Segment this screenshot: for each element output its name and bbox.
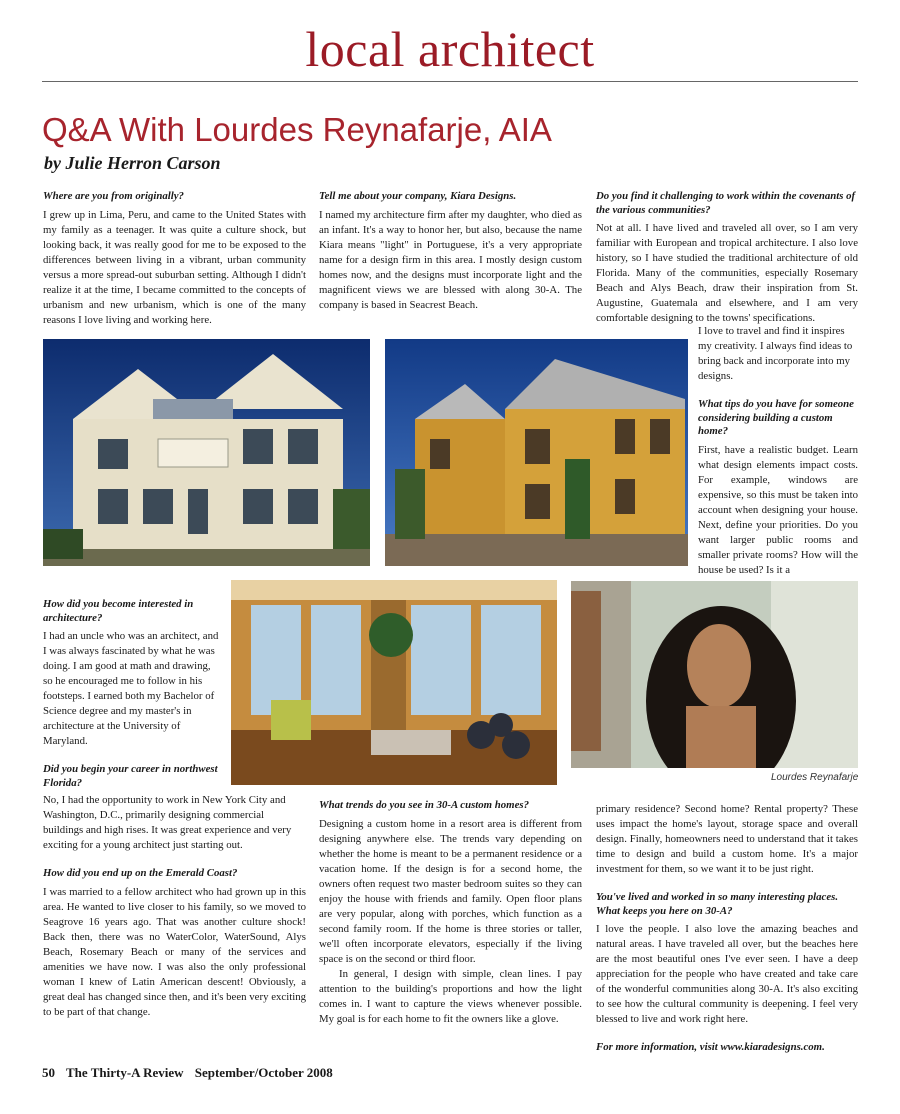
answer: I grew up in Lima, Peru, and came to the United States with my family as a teenager. It was quite a culture shock, but looking back, it was really good for me to be exposed to the differences between living in a vibrant, urban community versus a more spread-out suburban setting. Although I didn't realize it at the time, I became committed to the concepts of urbanism and new urbanism, which is one of the many reasons I love living and working here. bbox=[43, 208, 306, 326]
column-2-top bbox=[319, 190, 582, 327]
publication-name: The Thirty-A Review bbox=[66, 1065, 184, 1080]
question: You've lived and worked in so many interesting places. What keeps you here on 30-A? bbox=[596, 891, 839, 917]
page-number: 50 bbox=[42, 1065, 55, 1080]
answer: Not at all. I have lived and traveled all over, so I am very familiar with European and tropical architecture. I also love history, so I have studied the traditional architecture of old Florida. Many of the communities, especially Rosemary Beach and Alys Beach, draw their inspiration from St. Augustine, Guatemala and elsewhere, and I am very comfortable designing to the towns' specifications. bbox=[596, 222, 858, 324]
answer: I love the people. I also love the amazing beaches and natural areas. I have traveled all over, but the beaches here are the most beautiful ones I've ever seen. I have a deep appreciation for the people who have created and take care of the wonderful communities along 30-A. It's also exciting to see how the cultural community is deepening. I feel very blessed to live and work right here. bbox=[596, 923, 858, 1025]
question: What trends do you see in 30-A custom homes? bbox=[319, 799, 529, 811]
question: Where are you from originally? bbox=[43, 190, 184, 202]
answer: I named my architecture firm after my daughter, who died as an infant. It's a way to honor her, but also, because the name Kiara means "light" in Portuguese, it's a very appropriate name for a design firm in this area. I mostly design custom homes now, and the designs must incorporate light and the magnificent views we are blessed with along 30-A. The company is based in Seacrest Beach. bbox=[319, 208, 582, 311]
question: Do you find it challenging to work within the covenants of the various communities? bbox=[596, 190, 856, 216]
more-info: For more information, visit www.kiaradesigns.com. bbox=[596, 1041, 825, 1053]
byline: by Julie Herron Carson bbox=[44, 153, 221, 173]
answer: primary residence? Second home? Rental property? These uses impact the home's layout, storage space and overall design. Finally, homeowners need to understand that it takes time to design and build a custom home. It's a major investment for them, so we want it to be just right. bbox=[596, 803, 858, 875]
column-3-bottom bbox=[596, 802, 858, 1059]
column-1-middle bbox=[43, 598, 221, 794]
portrait-photo bbox=[571, 581, 858, 768]
column-2-bottom bbox=[319, 799, 582, 1041]
question: How did you become interested in architecture? bbox=[43, 598, 194, 624]
section-title: local architect bbox=[305, 21, 595, 77]
page-footer bbox=[42, 1065, 341, 1081]
question: Did you begin your career in northwest Florida? bbox=[43, 763, 218, 789]
answer: I love to travel and find it inspires my creativity. I always find ideas to bring back and incorporate into my designs. bbox=[698, 325, 853, 382]
column-3-top bbox=[596, 190, 858, 326]
answer: In general, I design with simple, clean lines. I pay attention to the building's proportions and how the light comes in. I want to capture the views whenever possible. My goal is for each home to fit the owners like a glove. bbox=[319, 967, 582, 1025]
column-1-top bbox=[43, 190, 306, 342]
house-photo-2 bbox=[385, 339, 688, 566]
question: Tell me about your company, Kiara Designs. bbox=[319, 190, 517, 202]
answer: No, I had the opportunity to work in New York City and Washington, D.C., primarily designing commercial buildings and high rises. It was great experience and very exciting for a young architect just starting out. bbox=[43, 794, 292, 851]
question: How did you end up on the Emerald Coast? bbox=[43, 867, 238, 879]
header-rule bbox=[42, 81, 858, 82]
photo-caption: Lourdes Reynafarje bbox=[771, 772, 859, 783]
answer: First, have a realistic budget. Learn what design elements impact costs. For example, windows are expensive, so this must be taken into account when designing your house. Next, define your priorities. Do you want larger public rooms and smaller private rooms? How will the house be used? Is it a bbox=[698, 443, 858, 576]
answer: I was married to a fellow architect who had grown up in this area. He wanted to live closer to his family, so we moved to Seagrove 16 years ago. That was another culture shock! Back then, there was no WaterColor, WaterSound, Alys Beach, Rosemary Beach or many of the services and amenities we have now. I was also the only professional woman I knew of Latin American descent! Obviously, a great deal has changed since then, and it's been very exciting to be part of that change. bbox=[43, 885, 306, 1018]
question: What tips do you have for someone considering building a custom home? bbox=[698, 398, 854, 437]
interior-photo bbox=[231, 580, 557, 785]
column-1-bottom bbox=[43, 793, 306, 1034]
answer: Designing a custom home in a resort area is different from designing anywhere else. The trends vary depending on whether the home is meant to be a permanent residence or a vacation home. If the design is for a second home, the owners often request two master bedroom suites so they can enjoy the house with friends and family. Open floor plans are very popular, along with porches, which function as a second family room. If the home is three stories or taller, we'll often incorporate elevators, especially if the living space is on the second or third floor. bbox=[319, 817, 582, 965]
house-photo-1 bbox=[43, 339, 370, 566]
answer: I had an uncle who was an architect, and I was always fascinated by what he was doing. I am good at math and drawing, so he encouraged me to follow in his footsteps. I earned both my Bachelor of Science degree and my master's in architecture at the University of Maryland. bbox=[43, 630, 219, 747]
issue-date: September/October 2008 bbox=[194, 1065, 333, 1080]
column-3-wrap bbox=[698, 324, 858, 592]
article-headline: Q&A With Lourdes Reynafarje, AIA bbox=[42, 111, 552, 148]
